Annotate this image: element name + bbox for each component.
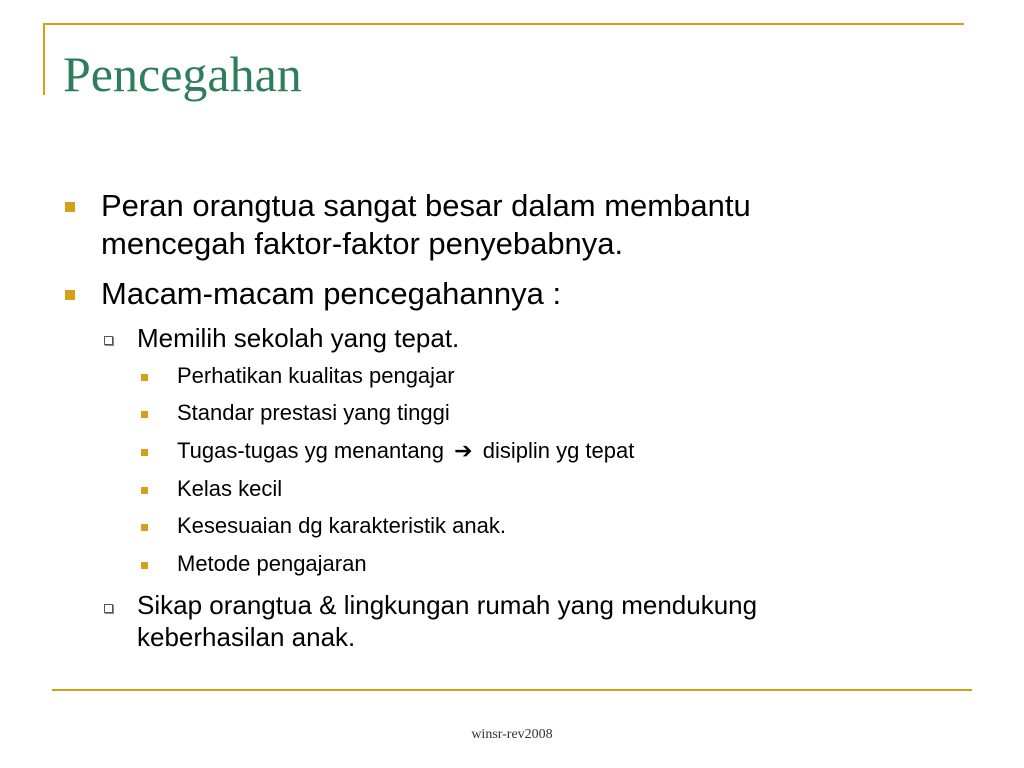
sub-item-2-line-2: keberhasilan anak. [137, 622, 356, 652]
sub-sub-item-6: Metode pengajaran [177, 551, 367, 576]
bullet-item-1 [101, 187, 941, 263]
hollow-square-bullet-icon [104, 604, 113, 613]
sub-sub-item-4: Kelas kecil [177, 476, 283, 501]
sub-sub-item-1: Perhatikan kualitas pengajar [177, 363, 455, 388]
sub-sub-item-5: Kesesuaian dg karakteristik anak. [177, 513, 506, 538]
square-bullet-icon [141, 487, 148, 494]
right-arrow-icon: ➔ [454, 438, 473, 463]
square-bullet-icon [141, 524, 148, 531]
square-bullet-icon [141, 411, 148, 418]
sub-item-1: Memilih sekolah yang tepat. [137, 323, 460, 353]
slide-title: Pencegahan [63, 46, 302, 102]
hollow-square-bullet-icon [104, 336, 113, 345]
sub-item-2 [137, 589, 937, 653]
sub-sub-item-3 [177, 437, 937, 465]
square-bullet-icon [141, 449, 148, 456]
sub-item-2-line-1: Sikap orangtua & lingkungan rumah yang mendukung [137, 590, 758, 620]
sub-sub-item-3-text-after: disiplin yg tepat [482, 438, 635, 463]
sub-sub-item-2: Standar prestasi yang tinggi [177, 400, 450, 425]
square-bullet-icon [141, 374, 148, 381]
bullet-item-1-line-1: Peran orangtua sangat besar dalam membantu [101, 188, 751, 223]
footer-divider [52, 689, 972, 691]
square-bullet-icon [65, 202, 75, 212]
square-bullet-icon [65, 290, 75, 300]
bullet-item-1-line-2: mencegah faktor-faktor penyebabnya. [101, 226, 624, 261]
bullet-item-2: Macam-macam pencegahannya : [101, 276, 562, 311]
sub-sub-item-3-text-before: Tugas-tugas yg menantang [177, 438, 445, 463]
square-bullet-icon [141, 562, 148, 569]
footer-text: winsr-rev2008 [471, 727, 553, 742]
